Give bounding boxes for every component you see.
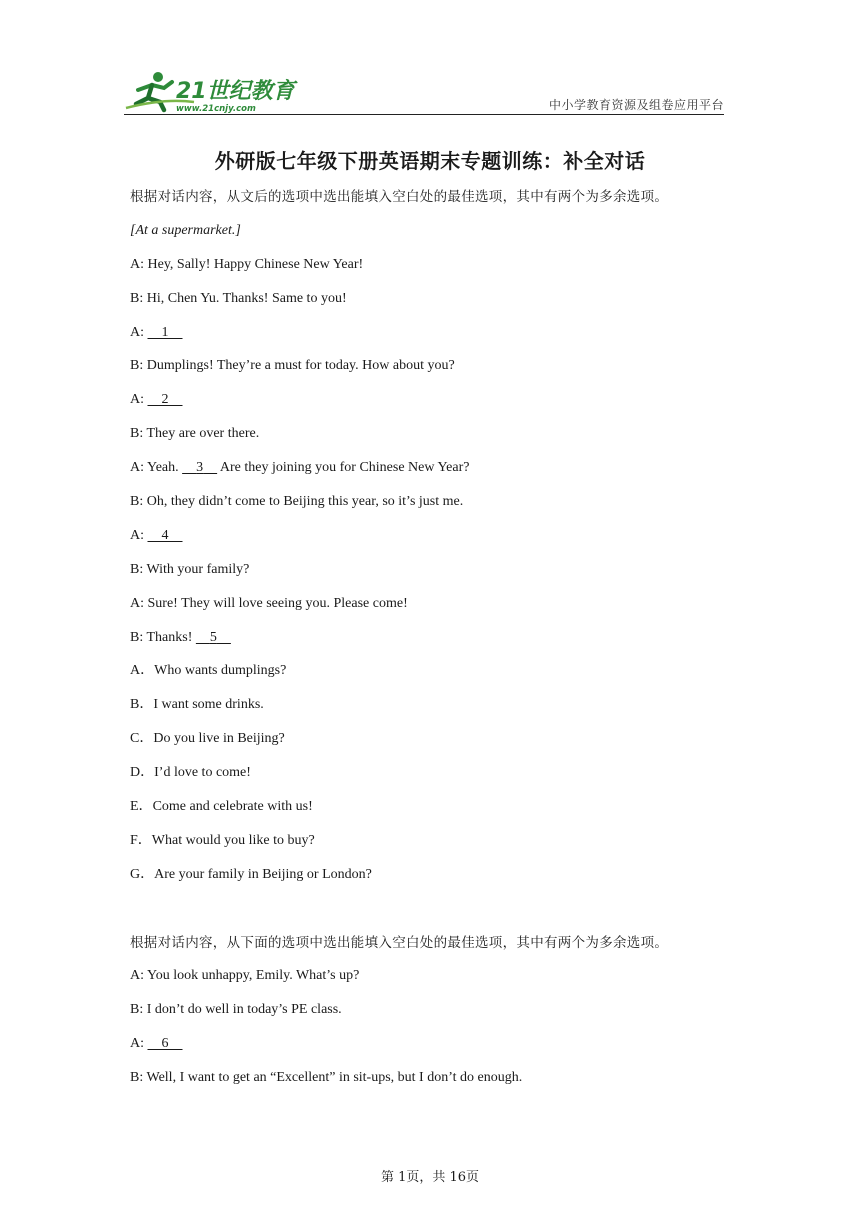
line-text: They are over there.: [146, 426, 260, 442]
dialogue-line: [130, 251, 730, 285]
speaker-label: B:: [130, 629, 144, 645]
logo-url: www.21cnjy.com: [176, 104, 256, 114]
answer-blank[interactable]: [148, 319, 183, 347]
option-letter: B．: [130, 697, 154, 713]
speaker-label: B:: [130, 494, 144, 510]
option-letter: D．: [130, 765, 155, 781]
line-text: Yeah.: [146, 460, 179, 476]
option-letter: A．: [130, 663, 155, 679]
option-letter: E．: [130, 799, 153, 815]
line-text: You look unhappy, Emily. What’s up?: [146, 968, 360, 984]
site-tagline: 中小学教育资源及组卷应用平台: [548, 98, 724, 112]
line-text: Hey, Sally! Happy Chinese New Year!: [147, 256, 364, 272]
dialogue-line: [130, 1064, 730, 1098]
page-footer: 第 1页，共 16页: [380, 1170, 480, 1185]
line-text: Thanks!: [146, 629, 193, 645]
option-item: [130, 861, 730, 895]
option-text: Who wants dumplings?: [154, 663, 287, 679]
option-text: What would you like to buy?: [151, 832, 315, 848]
dialogue-line: [130, 962, 730, 996]
speaker-label: A:: [130, 256, 144, 272]
logo-text: 21世纪教育: [176, 79, 295, 104]
header-divider: [124, 114, 724, 115]
option-text: Do you live in Beijing?: [153, 731, 285, 747]
dialogue-line: [130, 285, 730, 319]
answer-blank[interactable]: [196, 624, 231, 652]
dialogue-line: [130, 590, 730, 624]
dialogue-line: [130, 522, 730, 556]
dialogue-line: [130, 319, 730, 353]
speaker-label: B:: [130, 561, 144, 577]
option-letter: F．: [130, 832, 152, 848]
section1-options: [130, 657, 730, 894]
speaker-label: B:: [130, 290, 144, 306]
section-gap: [130, 895, 730, 929]
line-text: I don’t do well in today’s PE class.: [146, 1002, 342, 1018]
answer-blank[interactable]: [148, 522, 183, 550]
speaker-label: A:: [130, 1036, 144, 1052]
speaker-label: A:: [130, 324, 144, 340]
option-item: [130, 793, 730, 827]
line-text: Well, I want to get an “Excellent” in sit-ups, but I don’t do enough.: [146, 1070, 523, 1086]
answer-blank[interactable]: [148, 1030, 183, 1058]
dialogue-setting: [At a supermarket.]: [130, 222, 241, 238]
section2-dialogue: [130, 962, 730, 1098]
dialogue-line: [130, 420, 730, 454]
line-text: Dumplings! They’re a must for today. How about you?: [146, 358, 455, 374]
section1-dialogue: [130, 251, 730, 658]
speaker-label: B:: [130, 426, 144, 442]
option-item: [130, 691, 730, 725]
dialogue-line: [130, 624, 730, 658]
page-header: [124, 64, 724, 116]
option-item: [130, 827, 730, 861]
dialogue-line: [130, 386, 730, 420]
document-body: [130, 183, 730, 1098]
section2-instruction: 根据对话内容，从下面的选项中选出能填入空白处的最佳选项，其中有两个为多余选项。: [130, 934, 669, 951]
speaker-label: B:: [130, 358, 144, 374]
blank-number: 2: [161, 392, 169, 408]
speaker-label: A:: [130, 595, 144, 611]
dialogue-line: [130, 996, 730, 1030]
option-text: Come and celebrate with us!: [152, 799, 313, 815]
answer-blank[interactable]: [182, 454, 217, 482]
option-letter: C．: [130, 731, 154, 747]
speaker-label: B:: [130, 1002, 144, 1018]
option-text: I’d love to come!: [154, 765, 251, 781]
option-text: I want some drinks.: [153, 697, 264, 713]
answer-blank[interactable]: [148, 386, 183, 414]
line-text: Hi, Chen Yu. Thanks! Same to you!: [146, 290, 347, 306]
line-text: Are they joining you for Chinese New Year?: [219, 460, 470, 476]
dialogue-line: [130, 556, 730, 590]
page-title: 外研版七年级下册英语期末专题训练：补全对话: [214, 149, 646, 173]
blank-number: 5: [209, 629, 217, 645]
blank-number: 4: [161, 527, 169, 543]
blank-number: 6: [161, 1036, 169, 1052]
dialogue-line: [130, 454, 730, 488]
option-letter: G．: [130, 866, 155, 882]
speaker-label: A:: [130, 460, 144, 476]
dialogue-line: [130, 488, 730, 522]
speaker-label: A:: [130, 527, 144, 543]
option-item: [130, 759, 730, 793]
section1-instruction: 根据对话内容，从文后的选项中选出能填入空白处的最佳选项，其中有两个为多余选项。: [130, 189, 669, 205]
line-text: With your family?: [146, 561, 250, 577]
option-item: [130, 657, 730, 691]
speaker-label: A:: [130, 392, 144, 408]
dialogue-line: [130, 352, 730, 386]
speaker-label: B:: [130, 1070, 144, 1086]
line-text: Oh, they didn’t come to Beijing this year, so it’s just me.: [146, 494, 464, 510]
option-item: [130, 725, 730, 759]
option-text: Are your family in Beijing or London?: [154, 866, 372, 882]
blank-number: 3: [196, 460, 204, 476]
line-text: Sure! They will love seeing you. Please come!: [147, 595, 408, 611]
speaker-label: A:: [130, 968, 144, 984]
dialogue-line: [130, 1030, 730, 1064]
blank-number: 1: [161, 324, 169, 340]
logo-21cnjy: [124, 68, 304, 114]
